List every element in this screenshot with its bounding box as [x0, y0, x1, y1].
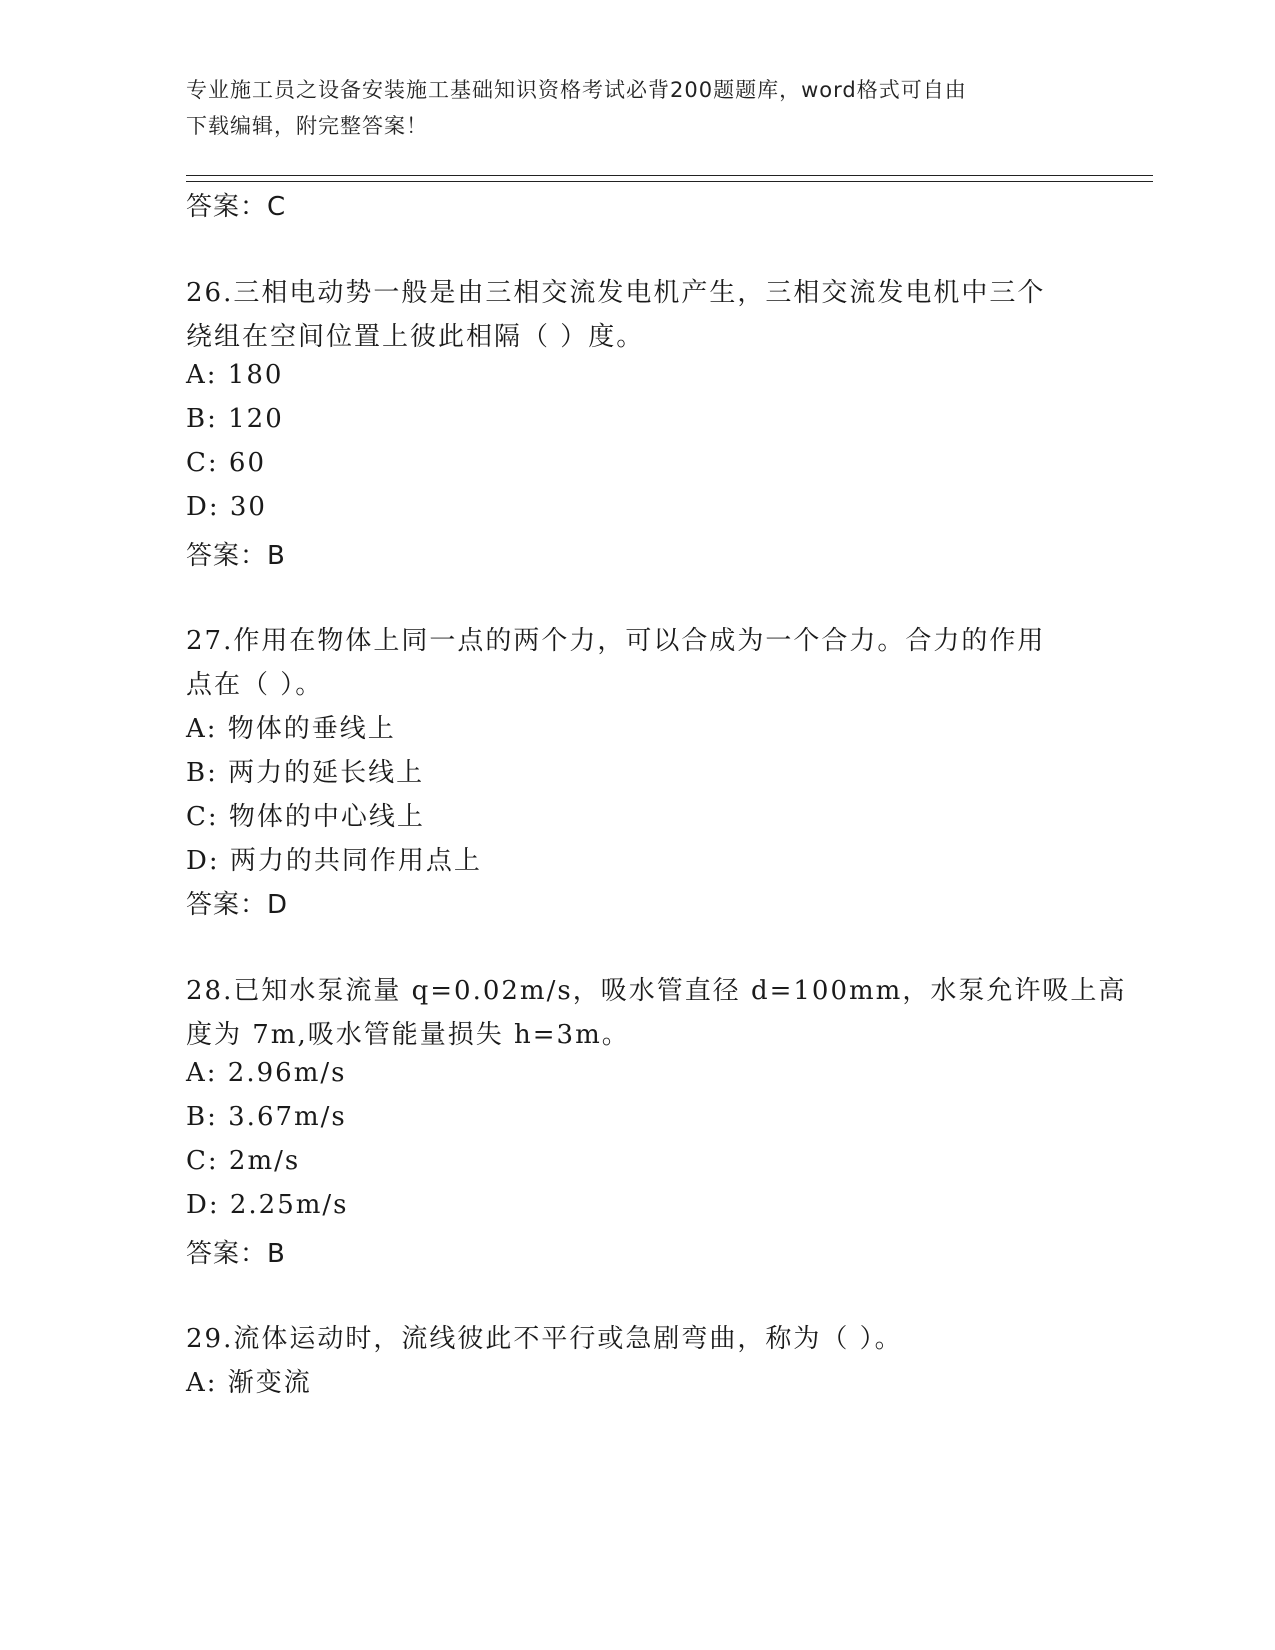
- answer: 答案：D: [186, 890, 289, 920]
- answer: 答案：B: [186, 1239, 286, 1269]
- answer: 答案：B: [186, 541, 286, 571]
- question-stem: 26.三相电动势一般是由三相交流发电机产生，三相交流发电机中三个: [186, 278, 1046, 308]
- header-divider-bottom: [186, 181, 1153, 182]
- question-stem: 28.已知水泵流量 q=0.02m/s，吸水管直径 d=100mm，水泵允许吸上高: [186, 976, 1127, 1006]
- header-line-2: 下载编辑，附完整答案！: [186, 114, 428, 138]
- option-d: D: 2.25m/s: [186, 1190, 349, 1220]
- option-b: B: 两力的延长线上: [186, 758, 425, 788]
- question-stem: 度为 7m,吸水管能量损失 h=3m。: [186, 1020, 630, 1050]
- option-c: C: 60: [186, 448, 267, 478]
- option-a: A: 2.96m/s: [186, 1058, 347, 1088]
- option-a: A: 180: [186, 360, 284, 390]
- option-c: C: 2m/s: [186, 1146, 301, 1176]
- previous-answer: 答案：C: [186, 192, 287, 222]
- question-stem: 绕组在空间位置上彼此相隔（ ）度。: [186, 322, 645, 352]
- question-stem: 点在（ ）。: [186, 670, 324, 700]
- option-d: D: 两力的共同作用点上: [186, 846, 482, 876]
- option-c: C: 物体的中心线上: [186, 802, 425, 832]
- option-a: A: 渐变流: [186, 1368, 312, 1398]
- question-stem: 29.流体运动时，流线彼此不平行或急剧弯曲，称为（ ）。: [186, 1324, 903, 1354]
- option-d: D: 30: [186, 492, 267, 522]
- option-b: B: 120: [186, 404, 284, 434]
- document-header: [186, 72, 1066, 144]
- question-stem: 27.作用在物体上同一点的两个力，可以合成为一个合力。合力的作用: [186, 626, 1046, 656]
- header-divider-top: [186, 175, 1153, 176]
- option-b: B: 3.67m/s: [186, 1102, 347, 1132]
- option-a: A: 物体的垂线上: [186, 714, 396, 744]
- header-line-1: 专业施工员之设备安装施工基础知识资格考试必背200题题库，word格式可自由: [186, 78, 967, 102]
